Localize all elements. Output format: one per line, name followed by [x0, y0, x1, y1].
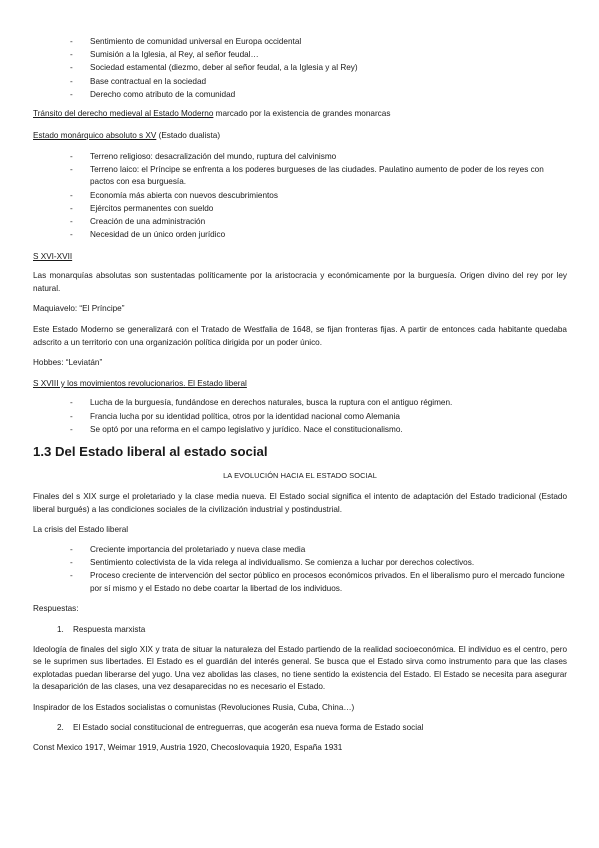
transito-underlined: Tránsito del derecho medieval al Estado Moderno	[33, 109, 214, 119]
paragraph-maquiavelo: Maquiavelo: “El Príncipe”	[33, 304, 125, 314]
crisis-title: La crisis del Estado liberal	[33, 525, 129, 535]
item-number: 2.	[57, 723, 64, 733]
paragraph-const: Const Mexico 1917, Weimar 1919, Austria 1920, Checoslovaquia 1920, España 1931	[33, 743, 343, 753]
list-item: - Sociedad estamental (diezmo, deber al señor feudal, a la Iglesia y al Rey)	[90, 62, 567, 75]
list-item: - Sumisión a la Iglesia, al Rey, al señor feudal…	[90, 49, 567, 62]
item-number: 1.	[57, 624, 64, 634]
bullet-list-medieval	[33, 36, 567, 101]
list-item: - Creación de una administración	[90, 216, 567, 229]
paragraph-transito	[33, 108, 567, 121]
list-item: - Economía más abierta con nuevos descubrimientos	[90, 190, 567, 203]
respuestas-label: Respuestas:	[33, 604, 79, 614]
paragraph-monarquias: Las monarquías absolutas son sustentadas políticamente por la aristocracia y económicamente por la burguesía. Origen divino del rey por ley natural.	[33, 271, 567, 293]
paragraph-hobbes: Hobbes: “Leviatán”	[33, 358, 103, 368]
list-item: - Terreno laico: el Príncipe se enfrenta a los poderes burgueses de las ciudades. Paulatino aumento de poder de los reyes con pactos con esa burguesía.	[90, 164, 567, 189]
list-item: - Ejércitos permanentes con sueldo	[90, 203, 567, 216]
bullet-list-liberal	[33, 397, 567, 436]
list-item: - Sentimiento de comunidad universal en Europa occidental	[90, 36, 567, 49]
paragraph-ideologia: Ideología de finales del siglo XIX y trata de situar la naturaleza del Estado partiendo de la realidad socioeconómica. El individuo es el centro, pero se le suprimen sus libertades. El Estado es el guardián del interés general. Se busca que el Estado sirva como instrumento para que las clases explotadas puedan liberarse del yugo. Una vez abolidas las clases, no tiene sentido la existencia del Estado. El Estado se necesita para asegurar la desaparición de las clases, una vez desaparecidas no es necesario el Estado.	[33, 644, 567, 692]
list-item: - Creciente importancia del proletariado y nueva clase media	[90, 544, 567, 557]
bullet-list-crisis	[33, 544, 567, 596]
heading-s-xvi-xvii: S XVI-XVII	[33, 251, 73, 261]
item-text: Respuesta marxista	[73, 624, 146, 634]
item-text: El Estado social constitucional de entreguerras, que acogerán esa nueva forma de Estado social	[73, 723, 424, 733]
numbered-item	[57, 624, 567, 637]
list-item: - Derecho como atributo de la comunidad	[90, 89, 567, 102]
list-item: - Francia lucha por su identidad política, otros por la identidad nacional como Alemania	[90, 411, 567, 424]
heading-s-xviii: S XVIII y los movimientos revolucionarios. El Estado liberal	[33, 378, 247, 388]
estado-monarquico-underlined: Estado monárquico absoluto s XV	[33, 130, 157, 140]
numbered-item-1	[33, 624, 567, 637]
paragraph-inspirador: Inspirador de los Estados socialistas o comunistas (Revoluciones Rusia, Cuba, China…)	[33, 702, 355, 712]
document-page	[33, 36, 567, 755]
list-item: - Proceso creciente de intervención del sector público en procesos económicos privados. En el liberalismo puro el mercado funcione por sí mismo y el Estado no debe coartar la libertad de los individuos.	[90, 570, 567, 595]
list-item: - Terreno religioso: desacralización del mundo, ruptura del calvinismo	[90, 151, 567, 164]
list-item: - Base contractual en la sociedad	[90, 76, 567, 89]
paragraph-finales: Finales del s XIX surge el proletariado y la clase media nueva. El Estado social significa el intento de adaptación del Estado tradicional (Estado liberal burgués) a las condiciones sociales de la civilización industrial y postindustrial.	[33, 491, 567, 514]
list-item: - Se optó por una reforma en el campo legislativo y jurídico. Nace el constitucionalismo.	[90, 424, 567, 437]
list-item: - Sentimiento colectivista de la vida relega al individualismo. Se comienza a luchar por derechos colectivos.	[90, 557, 567, 570]
numbered-item	[57, 722, 567, 735]
estado-monarquico-rest: (Estado dualista)	[156, 130, 221, 140]
section-heading: 1.3 Del Estado liberal al estado social	[33, 444, 268, 460]
bullet-list-monarquico	[33, 151, 567, 242]
paragraph-westfalia: Este Estado Moderno se generalizará con el Tratado de Westfalia de 1648, se fijan fronteras fijas. A partir de entonces cada habitante quedaba adscrito a un territorio con una organización política dirigida por un poder único.	[33, 325, 567, 347]
list-item: - Necesidad de un único orden jurídico	[90, 229, 567, 242]
transito-rest: marcado por la existencia de grandes monarcas	[213, 109, 391, 119]
list-item: - Lucha de la burguesía, fundándose en derechos naturales, busca la ruptura con el antiguo régimen.	[90, 397, 567, 410]
numbered-item-2	[33, 722, 567, 735]
paragraph-estado-monarquico	[33, 130, 567, 143]
subheading-evolucion: LA EVOLUCIÓN HACIA EL ESTADO SOCIAL	[223, 471, 377, 481]
